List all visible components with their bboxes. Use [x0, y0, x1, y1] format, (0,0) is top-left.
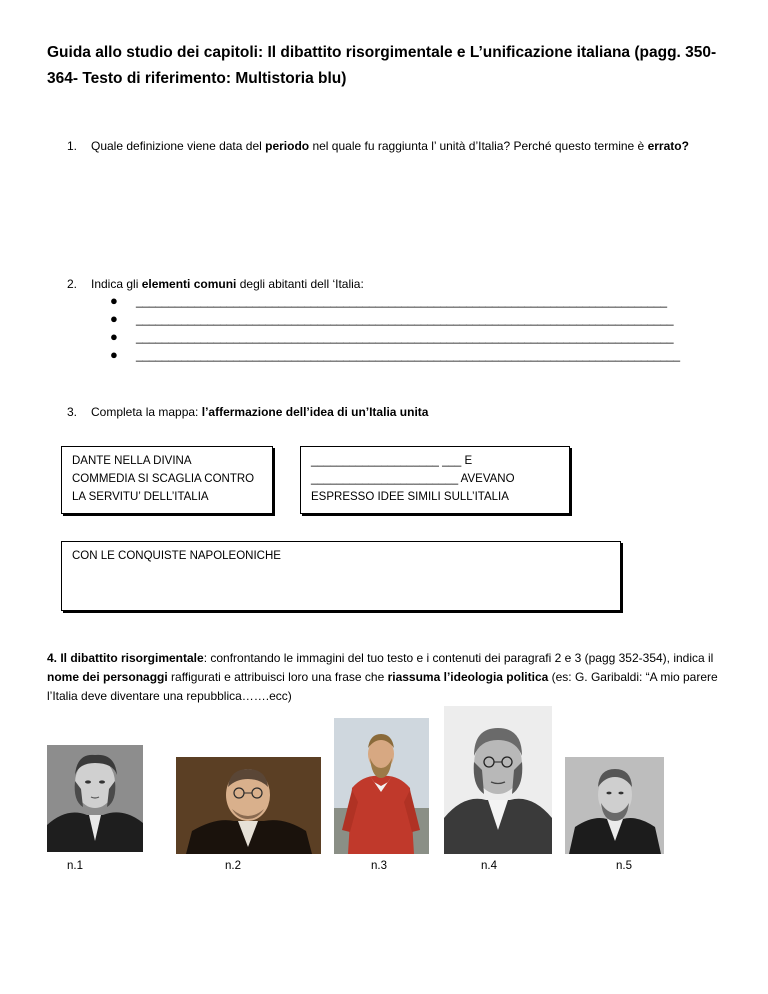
- portrait-5-image: [565, 757, 664, 854]
- question-text: Completa la mappa: l’affermazione dell’idea di un’Italia unita: [91, 405, 429, 419]
- question-text: Indica gli elementi comuni degli abitanti dell ‘Italia:: [91, 277, 364, 291]
- question-2: [67, 275, 727, 293]
- map-box-fill-in[interactable]: ____________________ ___ E _______________________ AVEVANO ESPRESSO IDEE SIMILI SULL’ITALIA: [300, 446, 570, 514]
- portrait-caption-3: n.3: [371, 860, 387, 872]
- portrait-caption-2: n.2: [225, 860, 241, 872]
- portrait-caption-1: n.1: [67, 860, 83, 872]
- bullet-icon: ●: [110, 347, 118, 362]
- portrait-caption-5: n.5: [616, 860, 632, 872]
- question-4: 4. Il dibattito risorgimentale: confrontando le immagini del tuo testo e i contenuti dei paragrafi 2 e 3 (pagg 352-354), indica il nome dei personaggi raffigurati e attribuisci loro una frase che riassuma l’ideologia politica (es: G. Garibaldi: “A mio parere l’Italia deve diventare una repubblica…….ecc): [47, 651, 718, 703]
- map-box-napoleon[interactable]: CON LE CONQUISTE NAPOLEONICHE: [61, 541, 621, 611]
- question-number: 1.: [67, 139, 78, 153]
- portrait-2-image: [176, 757, 321, 854]
- map-box-dante: DANTE NELLA DIVINA COMMEDIA SI SCAGLIA CONTRO LA SERVITU’ DELL’ITALIA: [61, 446, 273, 514]
- question-1: [67, 137, 707, 155]
- question-text: Quale definizione viene data del periodo nel quale fu raggiunta l’ unità d’Italia? Perché questo termine è errato?: [91, 139, 689, 153]
- bullet-icon: ●: [110, 311, 118, 326]
- portrait-4-image: [444, 706, 552, 854]
- page-title: Guida allo studio dei capitoli: Il dibattito risorgimentale e L’unificazione italiana (pagg. 350-364- Testo di riferimento: Multistoria blu): [47, 44, 717, 87]
- portrait-1-image: [47, 745, 143, 852]
- question-3: [67, 403, 707, 421]
- question-number: 3.: [67, 405, 78, 419]
- question-number: 2.: [67, 277, 78, 291]
- bullet-icon: ●: [110, 329, 118, 344]
- portrait-3-image: [334, 718, 429, 854]
- portrait-caption-4: n.4: [481, 860, 497, 872]
- bullet-icon: ●: [110, 293, 118, 308]
